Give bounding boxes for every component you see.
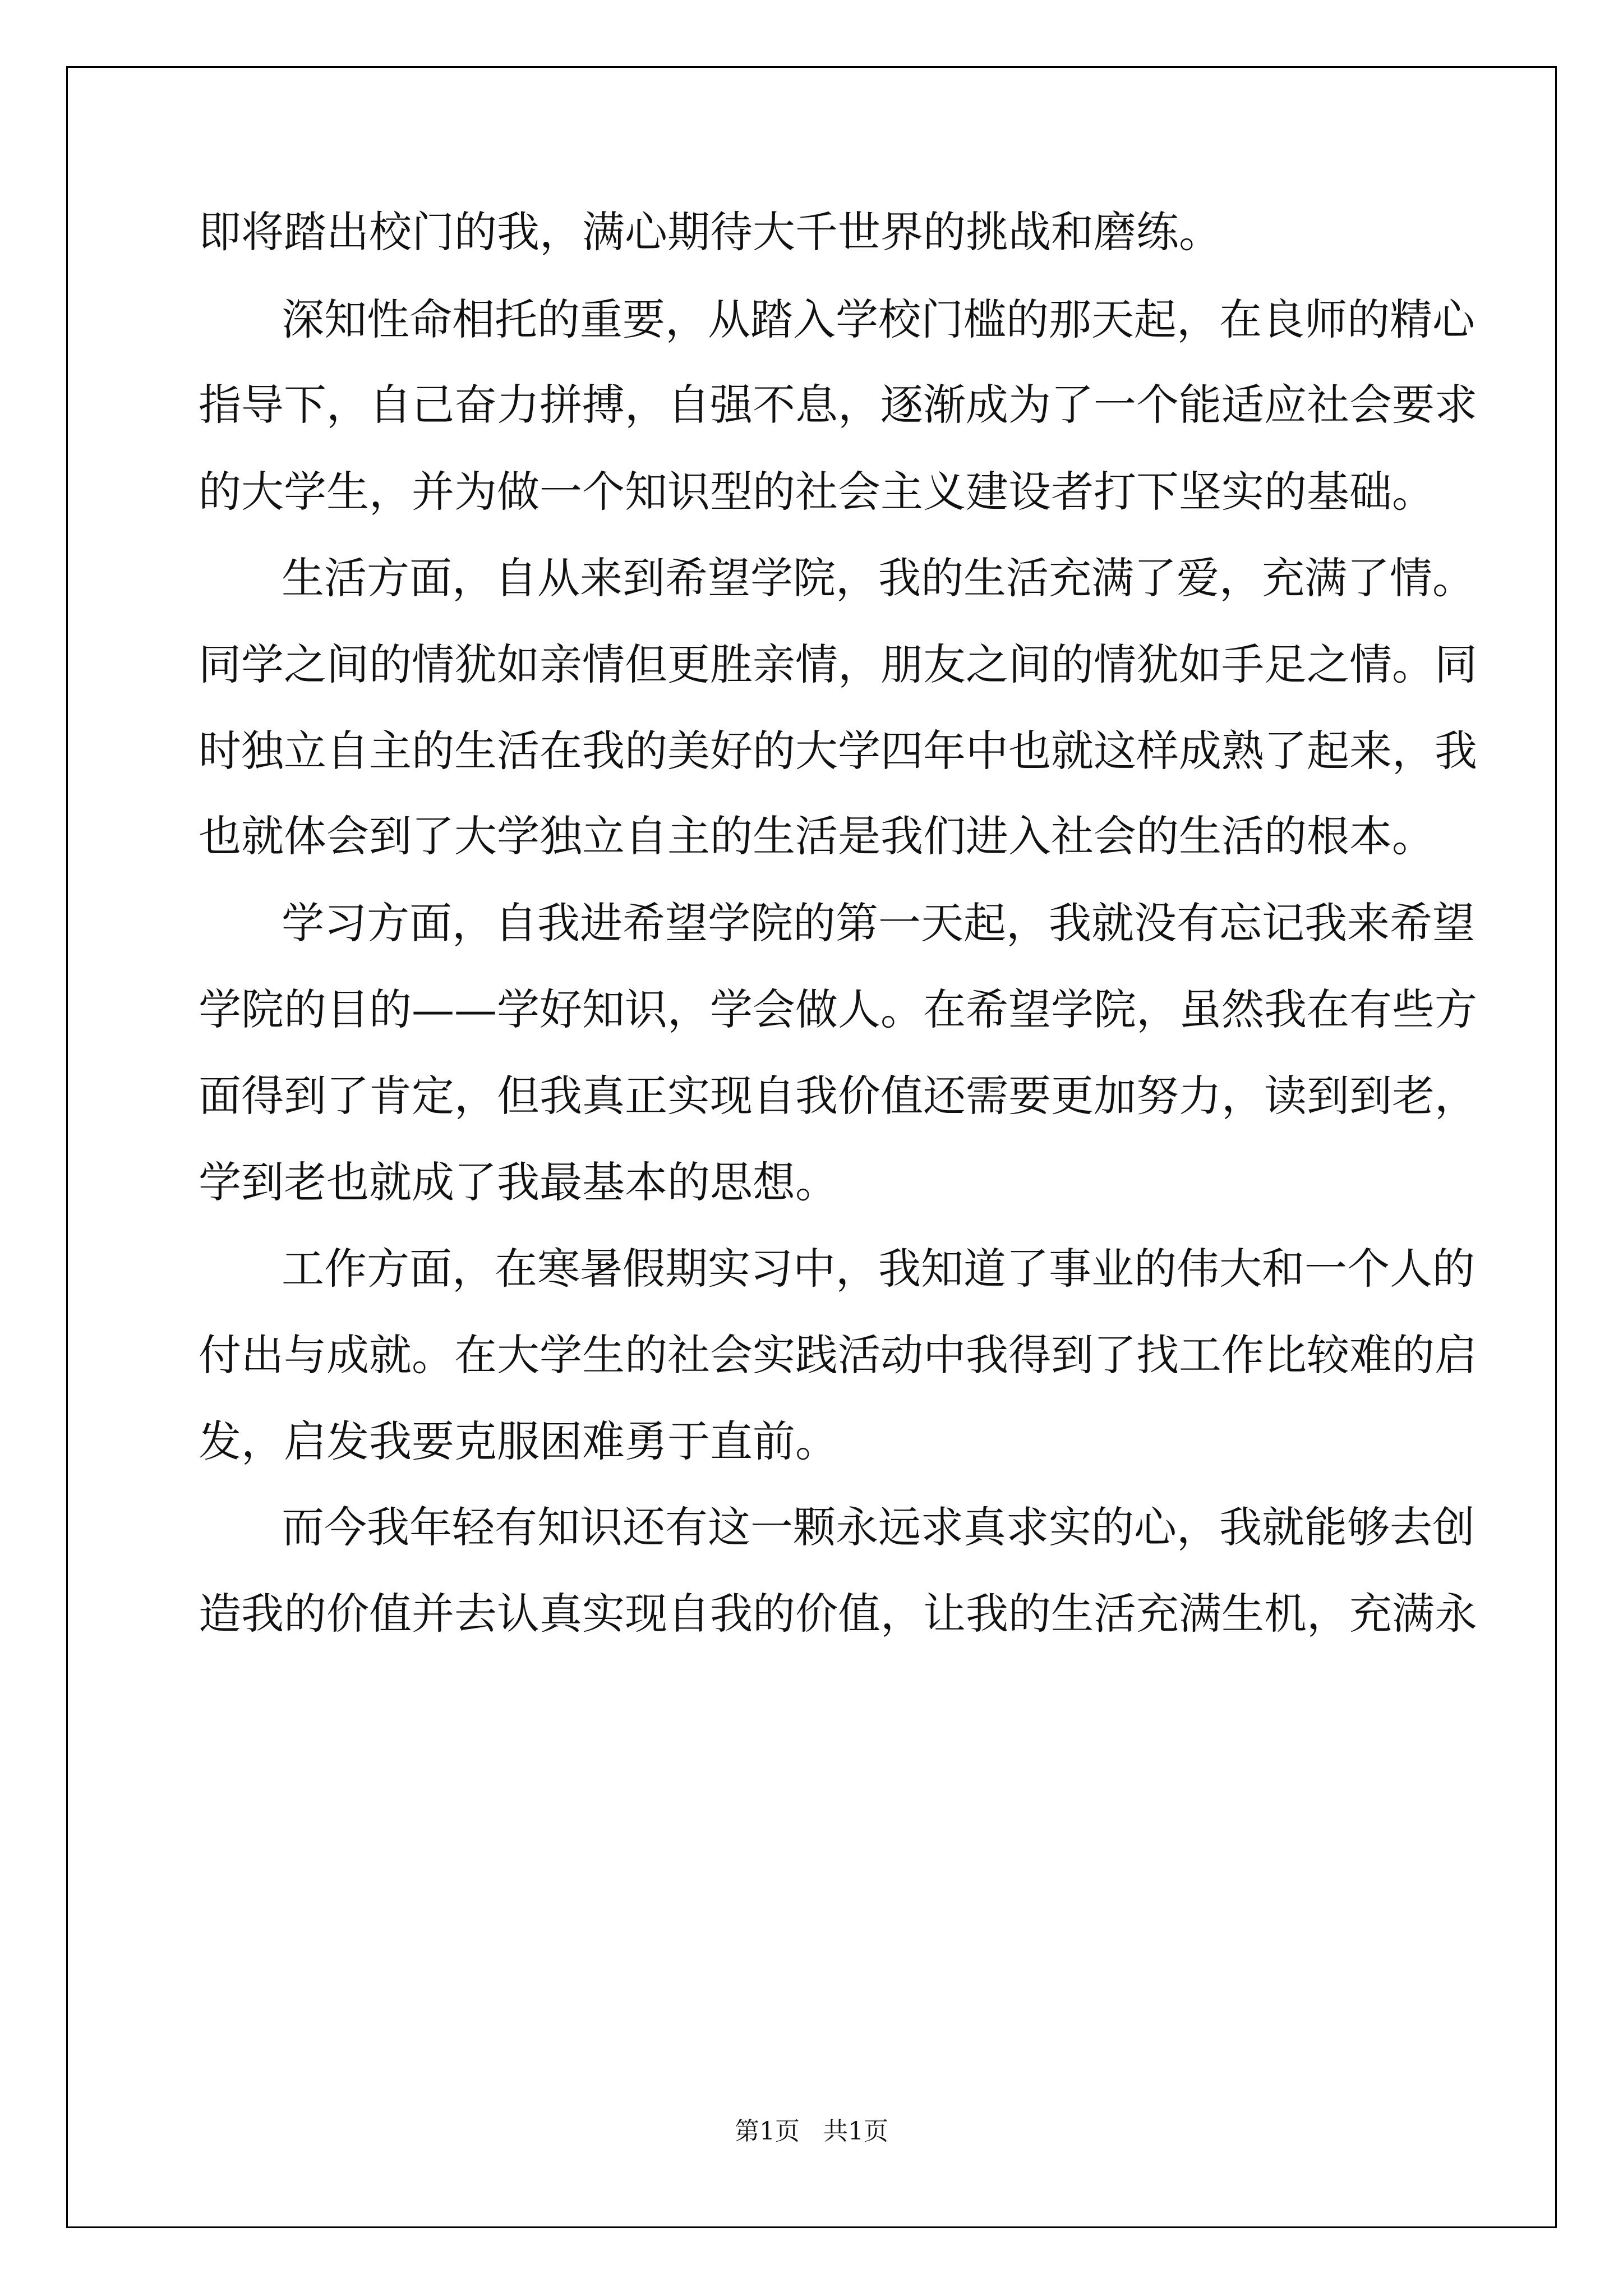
text-line: 学院的目的——学好知识，学会做人。在希望学院，虽然我在有些方 — [199, 984, 1477, 1034]
text-line: 学习方面，自我进希望学院的第一天起，我就没有忘记我来希望 — [282, 898, 1475, 948]
text-line: 深知性命相托的重要，从踏入学校门槛的那天起，在良师的精心 — [282, 295, 1475, 344]
text-line: 付出与成就。在大学生的社会实践活动中我得到了找工作比较难的启 — [199, 1330, 1477, 1380]
text-line: 造我的价值并去认真实现自我的价值，让我的生活充满生机，充满永 — [199, 1589, 1477, 1639]
text-line: 指导下，自己奋力拼搏，自强不息，逐渐成为了一个能适应社会要求 — [199, 380, 1477, 430]
text-line: 也就体会到了大学独立自主的生活是我们进入社会的生活的根本。 — [199, 811, 1435, 861]
text-line: 的大学生，并为做一个知识型的社会主义建设者打下坚实的基础。 — [199, 467, 1435, 517]
text-line: 同学之间的情犹如亲情但更胜亲情，朋友之间的情犹如手足之情。同 — [199, 639, 1477, 689]
text-line: 发，启发我要克服困难勇于直前。 — [199, 1416, 838, 1466]
text-line: 即将踏出校门的我，满心期待大千世界的挑战和磨练。 — [199, 207, 1221, 257]
page-total: 共1页 — [823, 2117, 888, 2146]
text-line: 工作方面，在寒暑假期实习中，我知道了事业的伟大和一个人的 — [282, 1244, 1475, 1294]
page-footer — [0, 2111, 1623, 2147]
text-line: 学到老也就成了我最基本的思想。 — [199, 1157, 838, 1207]
text-line: 面得到了肯定，但我真正实现自我价值还需要更加努力，读到到老， — [199, 1071, 1477, 1121]
page-number: 第1页 — [735, 2117, 800, 2146]
text-line: 时独立自主的生活在我的美好的大学四年中也就这样成熟了起来，我 — [199, 726, 1477, 776]
text-line: 生活方面，自从来到希望学院，我的生活充满了爱，充满了情。 — [282, 553, 1475, 603]
text-line: 而今我年轻有知识还有这一颗永远求真求实的心，我就能够去创 — [282, 1502, 1475, 1552]
